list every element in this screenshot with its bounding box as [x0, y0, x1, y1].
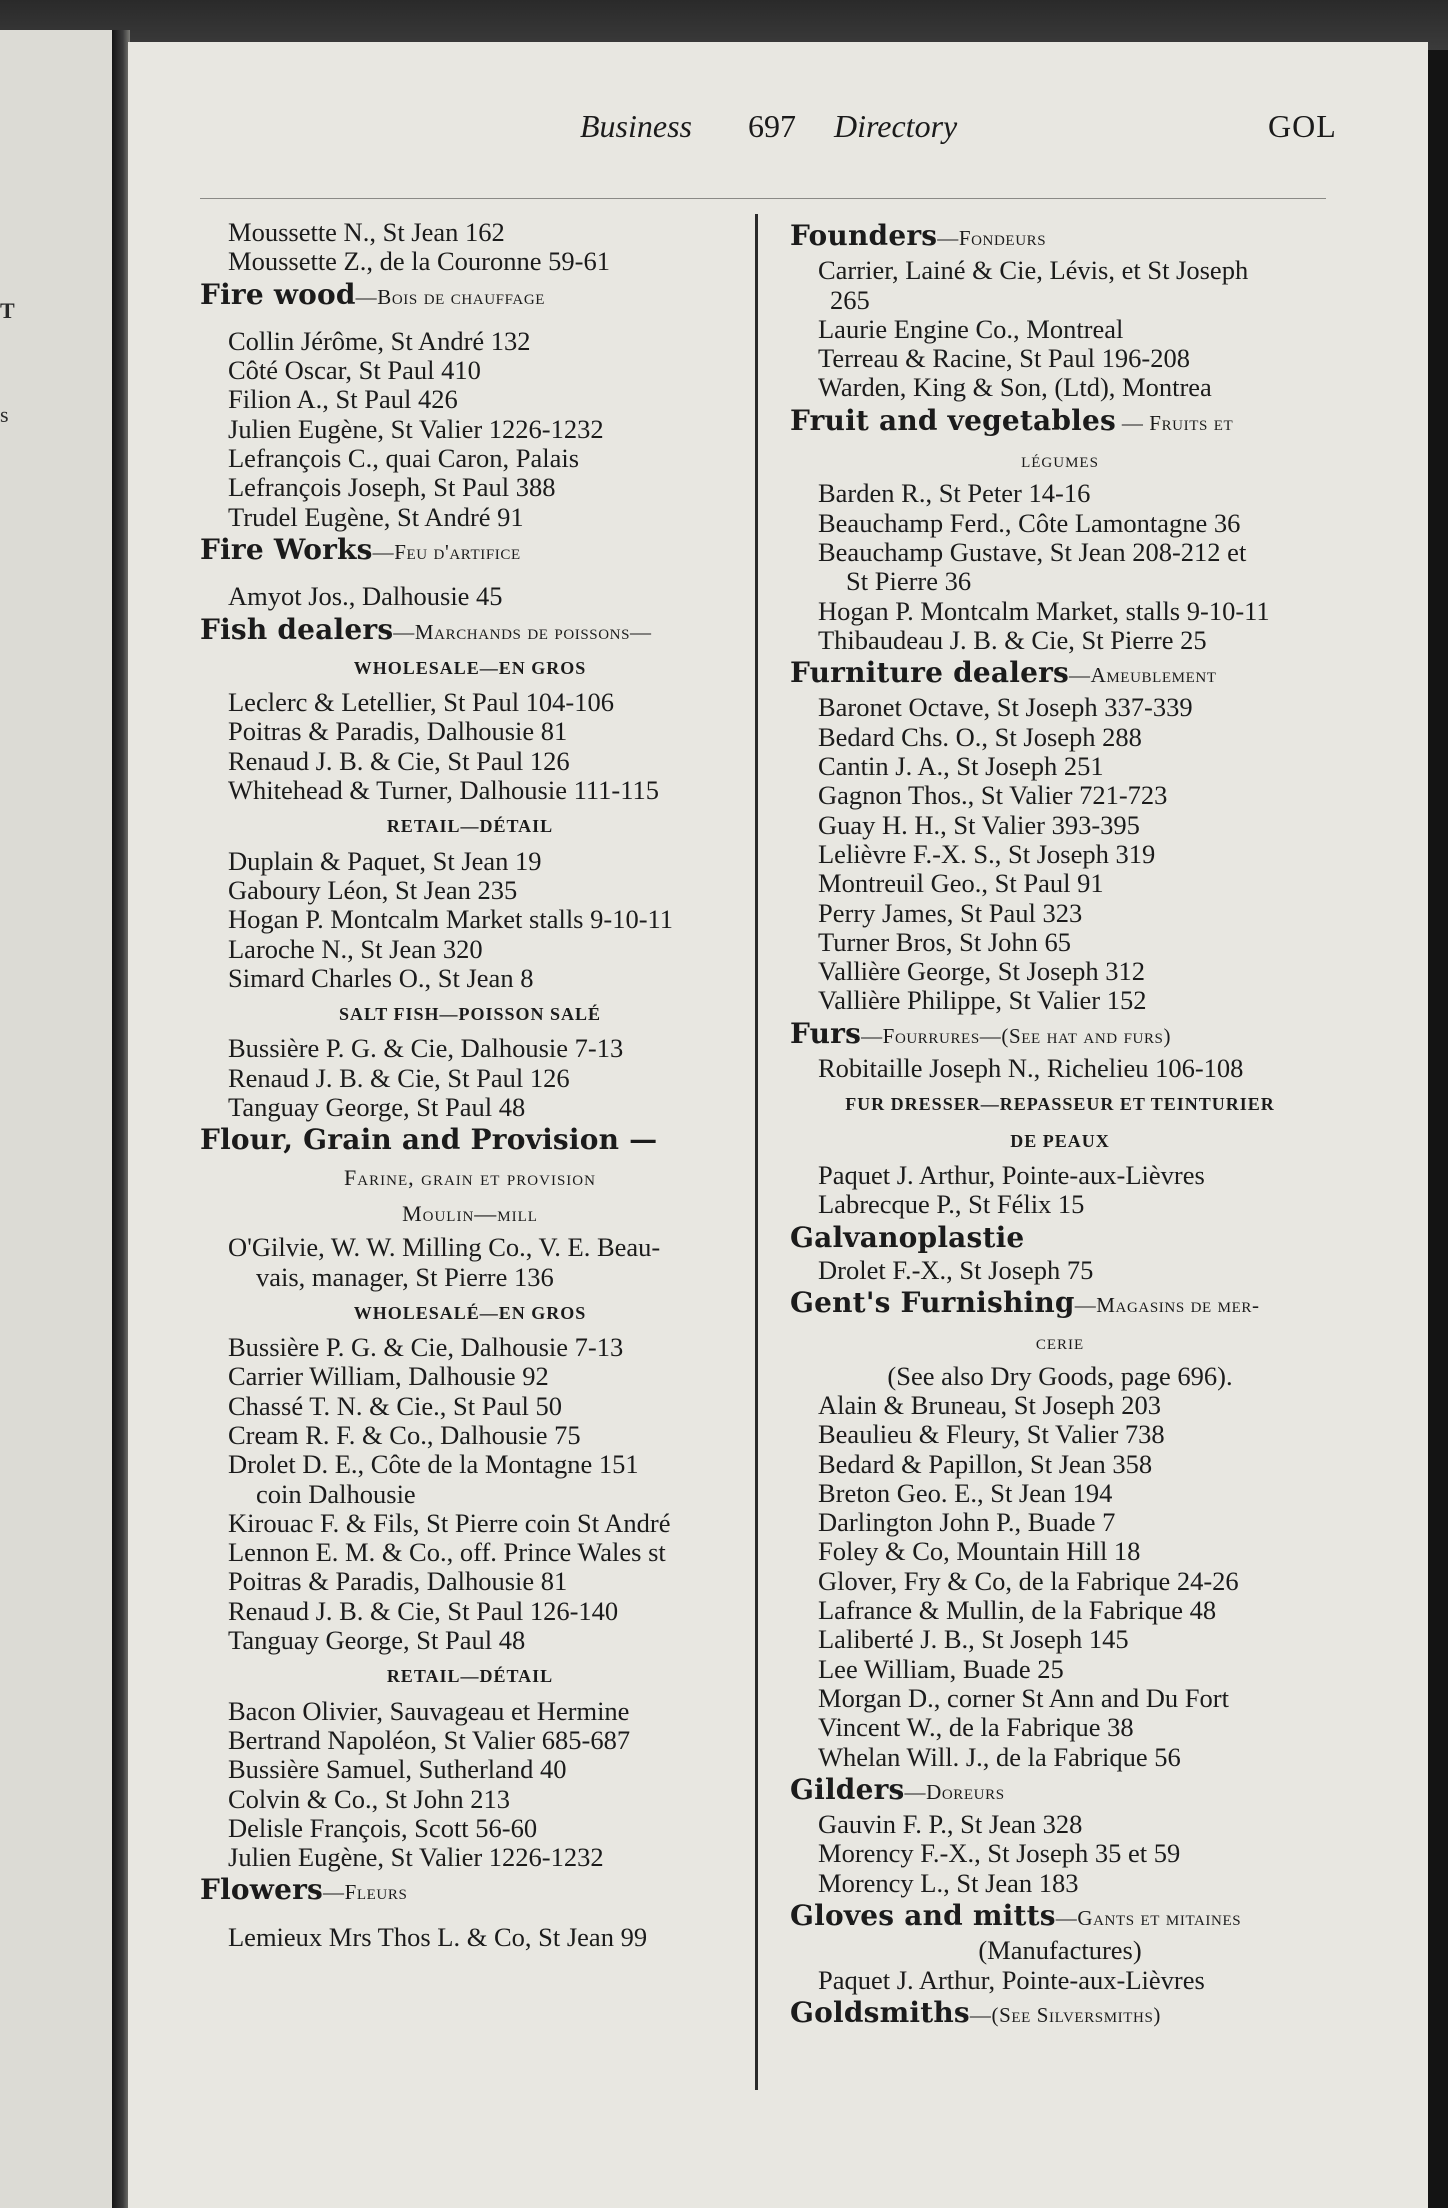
subheading: Moulin—mill [402, 1200, 538, 1226]
category-heading [790, 1220, 1340, 1254]
directory-entry: Lelièvre F.-X. S., St Joseph 319 [818, 838, 1156, 869]
header-word-directory: Directory [834, 108, 958, 144]
directory-entry: Drolet F.-X., St Joseph 75 [818, 1254, 1094, 1285]
directory-entry: Bussière P. G. & Cie, Dalhousie 7-13 [228, 1033, 624, 1064]
spacer [190, 1911, 750, 1923]
right-column [780, 218, 1340, 2033]
category-heading [790, 221, 1340, 253]
directory-entry: Renaud J. B. & Cie, St Paul 126 [228, 1062, 570, 1093]
directory-entry: Filion A., St Paul 426 [228, 384, 458, 415]
directory-entry: Colvin & Co., St John 213 [228, 1783, 510, 1814]
directory-entry-continuation: St Pierre 36 [846, 566, 972, 597]
directory-entry: Côté Oscar, St Paul 410 [228, 355, 481, 386]
directory-entry: Terreau & Racine, St Paul 196-208 [818, 343, 1190, 374]
header-rule [200, 198, 1326, 199]
category-name: Flour, Grain and Provision — [200, 1123, 658, 1157]
directory-entry: Lefrançois Joseph, St Paul 388 [228, 472, 556, 503]
directory-entry: Moussette N., St Jean 162 [228, 217, 505, 247]
directory-entry: Glover, Fry & Co, de la Fabrique 24-26 [818, 1565, 1239, 1596]
directory-entry: Paquet J. Arthur, Pointe-aux-Lièvres [818, 1964, 1205, 1995]
directory-entry: Bertrand Napoléon, St Valier 685-687 [228, 1724, 631, 1755]
directory-entry: Lennon E. M. & Co., off. Prince Wales st [228, 1537, 666, 1568]
category-name: Furs [790, 1016, 862, 1050]
directory-entry: Renaud J. B. & Cie, St Paul 126 [228, 745, 570, 776]
directory-entry: Vallière Philippe, St Valier 152 [818, 985, 1147, 1016]
directory-entry: Bussière Samuel, Sutherland 40 [228, 1754, 567, 1785]
subheading: WHOLESALÉ—EN GROS [353, 1302, 587, 1323]
directory-entry: Thibaudeau J. B. & Cie, St Pierre 25 [818, 624, 1207, 655]
category-translation: —Gants et mitaines [1055, 1906, 1242, 1931]
section-heading: GOL [1268, 108, 1337, 144]
directory-entry: Cream R. F. & Co., Dalhousie 75 [228, 1419, 581, 1450]
category-translation: —Fourrures—(See hat and furs) [861, 1023, 1172, 1048]
directory-entry: Morgan D., corner St Ann and Du Fort [818, 1682, 1229, 1713]
directory-entry: Chassé T. N. & Cie., St Paul 50 [228, 1390, 562, 1421]
category-heading [790, 1772, 1340, 1807]
cross-reference-note: (Manufactures) [978, 1935, 1142, 1966]
page-number: 697 [748, 108, 796, 144]
directory-entry: Collin Jérôme, St André 132 [228, 325, 531, 356]
directory-entry: Carrier, Lainé & Cie, Lévis, et St Joseph [818, 255, 1249, 286]
category-heading [200, 1125, 750, 1155]
directory-entry: Tanguay George, St Paul 48 [228, 1092, 526, 1123]
directory-entry: Bedard Chs. O., St Joseph 288 [818, 721, 1142, 752]
category-translation: — Fruits et [1116, 410, 1234, 435]
directory-entry: Beauchamp Ferd., Côte Lamontagne 36 [818, 507, 1241, 538]
subheading: FUR DRESSER—REPASSEUR ET TEINTURIER [845, 1094, 1275, 1115]
directory-entry: Breton Geo. E., St Jean 194 [818, 1477, 1113, 1508]
subheading: RETAIL—DÉTAIL [386, 1666, 554, 1687]
directory-entry-continuation: 265 [830, 284, 870, 315]
directory-entry: Vincent W., de la Fabrique 38 [818, 1712, 1134, 1743]
directory-entry: Poitras & Paradis, Dalhousie 81 [228, 1566, 568, 1597]
directory-entry: Barden R., St Peter 14-16 [818, 478, 1091, 509]
directory-entry: Laroche N., St Jean 320 [228, 933, 483, 964]
directory-entry: Bacon Olivier, Sauvageau et Hermine [228, 1695, 630, 1726]
category-translation: —Magasins de mer- [1074, 1293, 1260, 1318]
directory-entry: Laliberté J. B., St Joseph 145 [818, 1624, 1129, 1655]
directory-entry: Perry James, St Paul 323 [818, 897, 1083, 928]
directory-entry: Julien Eugène, St Valier 1226-1232 [228, 413, 604, 444]
subheading: Farine, grain et provision [344, 1164, 596, 1190]
directory-entry: Renaud J. B. & Cie, St Paul 126-140 [228, 1595, 619, 1626]
category-name: Gloves and mitts [790, 1899, 1056, 1933]
directory-entry: Poitras & Paradis, Dalhousie 81 [228, 716, 568, 747]
category-name: Gilders [790, 1772, 905, 1806]
directory-entry: Turner Bros, St John 65 [818, 926, 1072, 957]
directory-entry: Gauvin F. P., St Jean 328 [818, 1809, 1083, 1840]
directory-entry: Lemieux Mrs Thos L. & Co, St Jean 99 [228, 1921, 648, 1952]
category-translation: —Fondeurs [937, 226, 1047, 250]
directory-entry: Whitehead & Turner, Dalhousie 111-115 [228, 775, 659, 806]
category-name: Galvanoplastie [790, 1220, 1025, 1254]
directory-entry: Morency L., St Jean 183 [818, 1867, 1079, 1898]
directory-entry-continuation: vais, manager, St Pierre 136 [256, 1261, 554, 1292]
category-name: Furniture dealers [790, 656, 1069, 690]
category-translation: —Ameublement [1069, 663, 1217, 688]
directory-entry: Vallière George, St Joseph 312 [818, 956, 1146, 987]
category-translation: —Doreurs [904, 1779, 1005, 1804]
category-heading [790, 1901, 1340, 1933]
directory-entry: Morency F.-X., St Joseph 35 et 59 [818, 1838, 1181, 1869]
category-heading [790, 1016, 1340, 1051]
directory-entry: Bussière P. G. & Cie, Dalhousie 7-13 [228, 1332, 624, 1363]
directory-entry: Paquet J. Arthur, Pointe-aux-Lièvres [818, 1159, 1205, 1190]
category-heading [200, 1875, 750, 1907]
subheading: cerie [1035, 1329, 1085, 1355]
category-heading [790, 658, 1340, 690]
category-name: Fire wood [200, 277, 356, 311]
category-heading [200, 532, 750, 567]
category-heading [200, 277, 750, 312]
directory-entry: Laurie Engine Co., Montreal [818, 313, 1124, 344]
directory-entry: Whelan Will. J., de la Fabrique 56 [818, 1741, 1181, 1772]
category-translation: —Bois de chauffage [355, 284, 546, 309]
category-name: Goldsmiths [790, 1995, 970, 2029]
subheading: SALT FISH—POISSON SALÉ [338, 1004, 602, 1025]
directory-entry: Hogan P. Montcalm Market, stalls 9-10-11 [818, 595, 1270, 626]
directory-entry: Lefrançois C., quai Caron, Palais [228, 443, 580, 474]
directory-entry: Lafrance & Mullin, de la Fabrique 48 [818, 1595, 1217, 1626]
directory-entry: Trudel Eugène, St André 91 [228, 501, 524, 532]
facing-page-fragment: s [0, 402, 9, 427]
directory-entry: Julien Eugène, St Valier 1226-1232 [228, 1842, 604, 1873]
category-name: Gent's Furnishing [790, 1286, 1075, 1320]
facing-page-edge [0, 30, 112, 2208]
directory-entry-continuation: coin Dalhousie [256, 1478, 416, 1509]
directory-entry: Darlington John P., Buade 7 [818, 1507, 1116, 1538]
cross-reference-note: (See also Dry Goods, page 696). [887, 1360, 1233, 1391]
directory-entry: Gaboury Léon, St Jean 235 [228, 874, 518, 905]
category-name: Founders [790, 219, 938, 252]
directory-entry: Labrecque P., St Félix 15 [818, 1189, 1085, 1220]
directory-entry: Robitaille Joseph N., Richelieu 106-108 [818, 1053, 1244, 1084]
directory-entry: Cantin J. A., St Joseph 251 [818, 751, 1104, 782]
left-column [190, 218, 750, 1952]
column-divider [755, 214, 758, 2090]
directory-entry: Gagnon Thos., St Valier 721-723 [818, 780, 1168, 811]
category-name: Fruit and vegetables [790, 403, 1116, 437]
subheading: légumes [1021, 447, 1099, 473]
category-heading [790, 403, 1340, 438]
directory-entry: Drolet D. E., Côte de la Montagne 151 [228, 1449, 639, 1480]
directory-entry: Duplain & Paquet, St Jean 19 [228, 845, 542, 876]
directory-entry: Warden, King & Son, (Ltd), Montrea [818, 372, 1212, 403]
category-translation: —(See Silversmiths) [969, 2002, 1162, 2027]
directory-entry: Baronet Octave, St Joseph 337-339 [818, 692, 1193, 723]
directory-entry: Carrier William, Dalhousie 92 [228, 1361, 549, 1392]
facing-page-fragment: T [0, 298, 15, 323]
category-name: Flowers [200, 1873, 324, 1907]
category-name: Fish dealers [200, 612, 394, 646]
directory-entry: Bedard & Papillon, St Jean 358 [818, 1448, 1153, 1479]
directory-entry: Guay H. H., St Valier 393-395 [818, 809, 1140, 840]
directory-entry: O'Gilvie, W. W. Milling Co., V. E. Beau- [228, 1232, 661, 1263]
directory-entry: Hogan P. Montcalm Market stalls 9-10-11 [228, 904, 674, 935]
directory-entry: Lee William, Buade 25 [818, 1653, 1064, 1684]
directory-entry: Kirouac F. & Fils, St Pierre coin St André [228, 1507, 671, 1538]
subheading: WHOLESALE—EN GROS [353, 657, 587, 678]
category-translation: —Feu d'artifice [372, 539, 521, 564]
header-word-business: Business [580, 108, 692, 144]
subheading: RETAIL—DÉTAIL [386, 816, 554, 837]
category-heading [200, 612, 750, 647]
directory-entry: Foley & Co, Mountain Hill 18 [818, 1536, 1141, 1567]
directory-entry: Beauchamp Gustave, St Jean 208-212 et [818, 536, 1247, 567]
directory-entry: Simard Charles O., St Jean 8 [228, 962, 534, 993]
directory-entry: Beaulieu & Fleury, St Valier 738 [818, 1419, 1165, 1450]
directory-entry: Amyot Jos., Dalhousie 45 [228, 581, 503, 612]
directory-entry: Montreuil Geo., St Paul 91 [818, 868, 1104, 899]
category-translation: —Marchands de poissons— [393, 619, 652, 644]
category-heading [790, 1288, 1340, 1320]
subheading: DE PEAUX [1010, 1130, 1110, 1151]
directory-entry: Tanguay George, St Paul 48 [228, 1625, 526, 1656]
directory-entry: Delisle François, Scott 56-60 [228, 1812, 538, 1843]
directory-entry: Alain & Bruneau, St Joseph 203 [818, 1389, 1161, 1420]
directory-entry: Moussette Z., de la Couronne 59-61 [228, 246, 610, 277]
category-translation: —Fleurs [323, 1880, 408, 1905]
category-name: Fire Works [200, 532, 373, 566]
directory-entry: Leclerc & Letellier, St Paul 104-106 [228, 687, 615, 718]
category-heading [790, 1995, 1340, 2030]
